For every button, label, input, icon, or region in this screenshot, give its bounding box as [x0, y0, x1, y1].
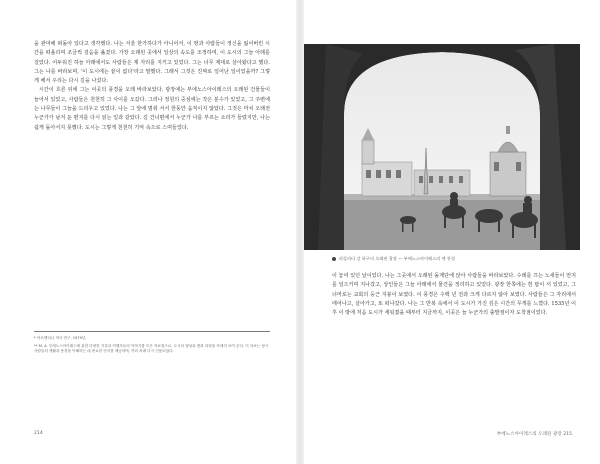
book-gutter [296, 0, 304, 464]
right-body-text [332, 272, 576, 318]
caption-text: 라플라타 강 하구의 오래된 광장 — 부에노스아이레스의 옛 풍경 [339, 256, 455, 261]
page-number-right: 부에노스아이레스의 오래된 광장 215 [496, 432, 572, 437]
image-caption [332, 256, 580, 262]
left-paragraph-1: 을 관여해 떠돌아 있다고 생각했다. 나는 서울 한가하다가 아니어서, 이 땅과 사람들이 정신을 잃어버린 시간을 떠올리며 조금씩 걸음을 옮겼다. 가장 오래된 곳에서 일상의 속도를 조정하며, 이 도시의 그늘 아래를 걸었다. 어두워진 하늘 아래에서도 사람들은 제 자리를 지키고 있었다. 그는 너무 제대로 살아왔다고 했다. 그는 나를 바라보며, '이 도시에는 끝이 없다'라고 말했다. 그래서 그것은 진짜로 일어난 일이었을까? 그렇게 해서 우리는 다시 길을 나섰다. [34, 41, 270, 85]
left-page [0, 0, 296, 464]
page-number-left: 214 [34, 431, 43, 436]
footnote-2: ** M. A. 부에노스아이레스에 관한 다양한 기록과 여행자들의 이야기를 모은 자료집으로, 도시의 형성과 변화 과정을 자세히 보여 준다. 이 자료는 당시 사람들의 생활과 풍경을 이해하는 데 중요한 단서를 제공하며, 여러 차례 다시 인용되었다. [34, 343, 269, 354]
left-body-text [34, 40, 270, 133]
engraving-svg [304, 44, 580, 250]
bell-tower [362, 140, 374, 164]
left-paragraph-2: 시간이 흐른 뒤에 그는 이곳의 풍경을 오래 바라보았다. 광장에는 부에노스아이레스의 오래된 건물들이 늘어서 있었고, 사람들은 천천히 그 사이를 오갔다. 그러나 정원의 중심에는 작은 분수가 있었고, 그 주변에는 나무들이 그늘을 드리우고 있었다. 나는 그 앞에 멈춰 서서 한동안 움직이지 않았다. 그것은 마치 오래전 누군가가 남겨 둔 편지를 다시 읽는 일과 같았다. 길 건너편에서 누군가 나를 부르는 소리가 들렸지만, 나는 쉽게 돌아서지 못했다. 도시는 그렇게 천천히 기억 속으로 스며들었다. [34, 87, 270, 131]
footnotes [34, 331, 270, 357]
right-page [304, 0, 600, 464]
caption-bullet-icon [332, 257, 336, 261]
right-paragraph-1: 이 놓여 있던 날이었다. 나는 그곳에서 오래된 돌계단에 앉아 사람들을 바라보았다. 수레를 끄는 노새들이 먼지를 일으키며 지나갔고, 상인들은 그늘 아래에서 물건을 정리하고 있었다. 광장 한쪽에는 흰 탑이 서 있었고, 그 너머로는 교회의 둥근 지붕이 보였다. 이 풍경은 수백 년 전과 크게 다르지 않아 보였다. 사람들은 그 자리에서 태어나고, 살아가고, 또 떠나갔다. 나는 그 반복 속에서 이 도시가 가진 깊은 시간의 무게를 느꼈다. 1535년 이후 이 땅에 처음 도시가 세워졌을 때부터 지금까지, 이곳은 늘 누군가의 출발점이자 도착점이었다. [332, 273, 576, 317]
historic-plaza-engraving-image [304, 44, 580, 250]
left-building [362, 162, 412, 196]
church [490, 152, 526, 196]
footnote-1: * 아르헨티나 역사 연구, 1979년. [34, 336, 87, 340]
